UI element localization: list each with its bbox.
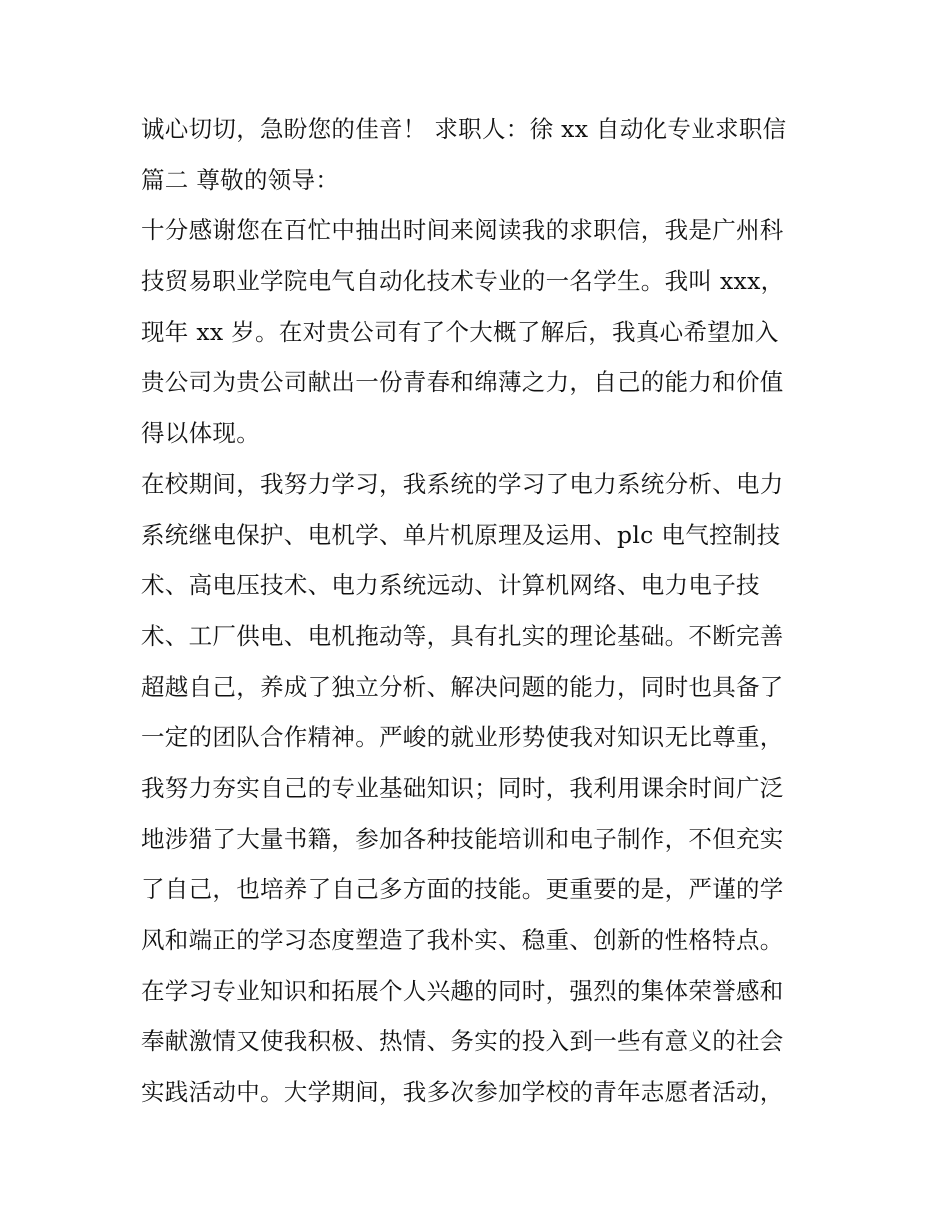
text-line: 超越自己，养成了独立分析、解决问题的能力，同时也具备了 — [141, 672, 784, 701]
text-line: 现年 xx 岁。在对贵公司有了个大概了解后，我真心希望加入 — [141, 317, 779, 346]
text-line: 十分感谢您在百忙中抽出时间来阅读我的求职信，我是广州科 — [141, 216, 784, 245]
text-line: 系统继电保护、电机学、单片机原理及运用、plc 电气控制技 — [141, 520, 781, 549]
text-line: 奉献激情又使我积极、热情、务实的投入到一些有意义的社会 — [141, 1027, 784, 1056]
text-line: 术、工厂供电、电机拖动等，具有扎实的理论基础。不断完善 — [141, 621, 784, 650]
letter-body — [141, 104, 821, 1118]
text-line: 一定的团队合作精神。严峻的就业形势使我对知识无比尊重， — [141, 723, 784, 752]
text-line: 我努力夯实自己的专业基础知识；同时，我利用课余时间广泛 — [141, 773, 784, 802]
text-line: 贵公司为贵公司献出一份青春和绵薄之力，自己的能力和价值 — [141, 368, 784, 397]
text-line: 得以体现。 — [141, 419, 260, 448]
text-line: 在校期间，我努力学习，我系统的学习了电力系统分析、电力 — [141, 469, 784, 498]
text-line: 篇二 尊敬的领导： — [141, 165, 340, 194]
text-line: 风和端正的学习态度塑造了我朴实、稳重、创新的性格特点。 — [141, 926, 784, 954]
text-line: 术、高电压技术、电力系统远动、计算机网络、电力电子技 — [141, 571, 760, 600]
text-line: 实践活动中。大学期间，我多次参加学校的青年志愿者活动， — [141, 1078, 784, 1107]
text-line: 地涉猎了大量书籍，参加各种技能培训和电子制作，不但充实 — [141, 824, 784, 853]
text-line: 在学习专业知识和拓展个人兴趣的同时，强烈的集体荣誉感和 — [141, 976, 784, 1005]
text-line: 了自己，也培养了自己多方面的技能。更重要的是，严谨的学 — [141, 875, 784, 904]
text-line: 诚心切切，急盼您的佳音！ 求职人：徐 xx 自动化专业求职信 — [141, 115, 787, 143]
text-line: 技贸易职业学院电气自动化技术专业的一名学生。我叫 xxx， — [141, 267, 785, 296]
